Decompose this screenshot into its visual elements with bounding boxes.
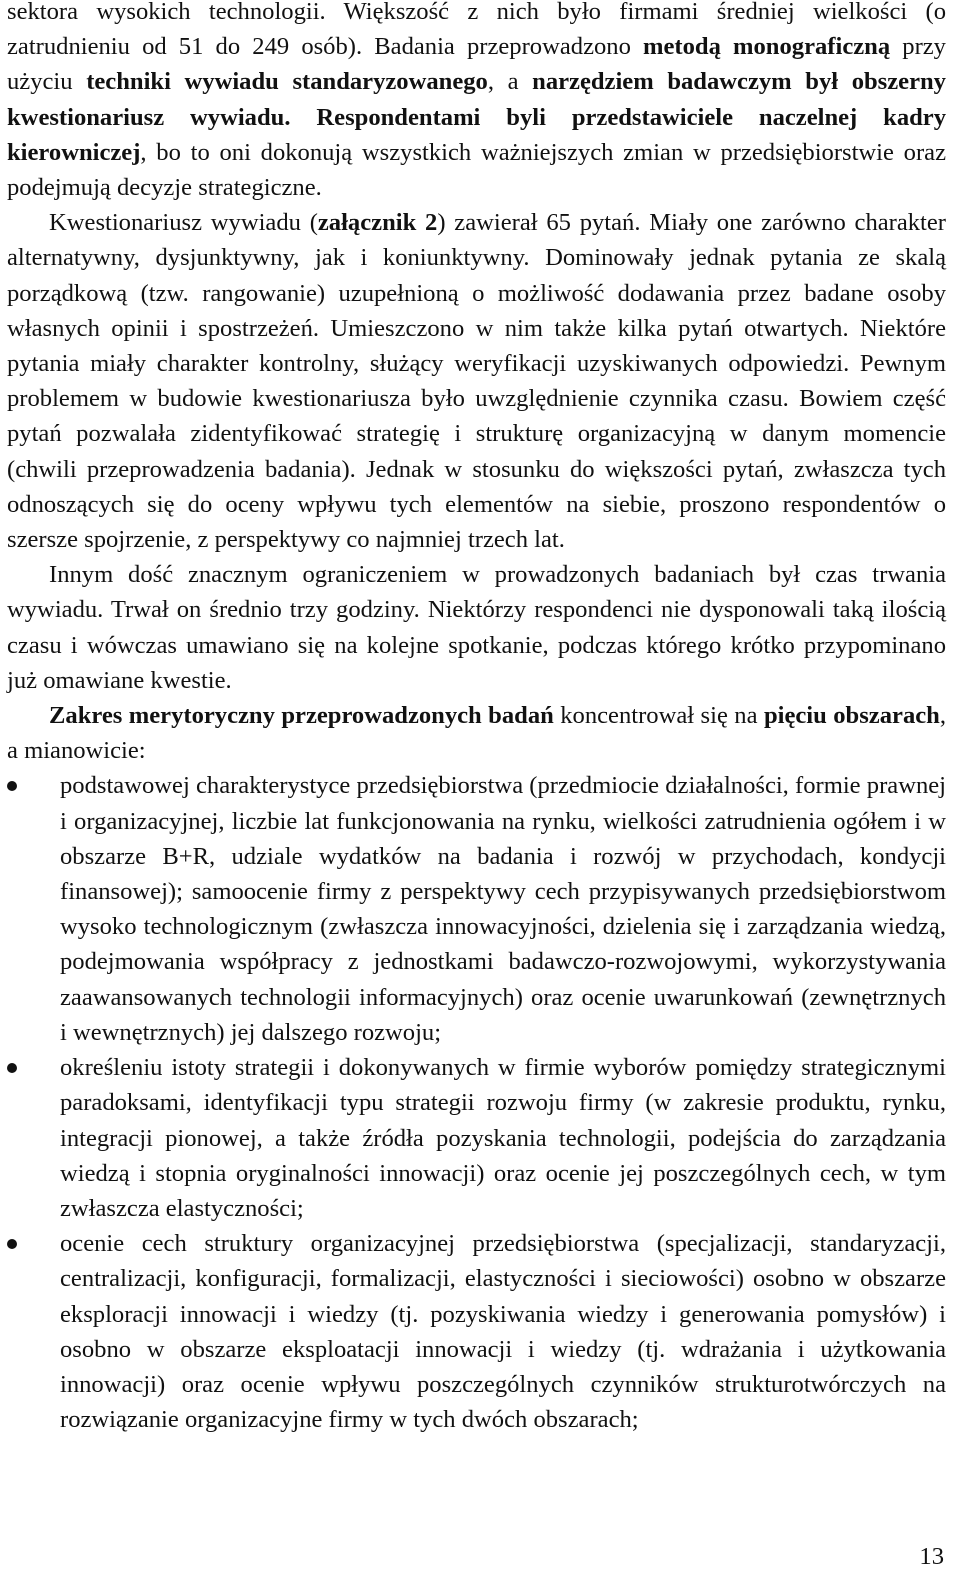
bold-run: narzędziem badawczym był obszerny kwestionariusz wywiadu.: [7, 68, 946, 131]
text-run: , bo to oni dokonują wszystkich ważniejszych zmian w przedsiębiorstwie oraz podejmują decyzje strategiczne.: [7, 138, 946, 202]
text-run: , a mianowicie:: [7, 702, 946, 765]
list-item: [7, 1226, 946, 1437]
text-run: sektora wysokich technologii. Większość z nich było firmami średniej wielkości (o zatrudnieniu od 51 do 249 osób). Badania przeprowadzono: [7, 0, 946, 61]
list-item-text: ocenie cech struktury organizacyjnej przedsiębiorstwa (specjalizacji, standaryzacji, centralizacji, konfiguracji, formalizacji, elastyczności i sieciowości) osobno w obszarze eksploracji innowacji i wiedzy (tj. pozyskiwania wiedzy i generowania pomysłów) i osobno w obszarze eksploatacji innowacji i wiedzy (tj. wdrażania i użytkowania innowacji) oraz ocenie wpływu poszczególnych czynników strukturotwórczych na rozwiązanie organizacyjne firmy w tych dwóch obszarach;: [60, 1230, 946, 1434]
text-run: przy użyciu: [7, 33, 946, 96]
document-page: [7, 0, 946, 1437]
text-run: koncentrował się na: [553, 702, 764, 730]
list-item-text: określeniu istoty strategii i dokonywanych w firmie wyborów pomiędzy strategicznymi paradoksami, identyfikacji typu strategii rozwoju firmy (w zakresie produktu, rynku, integracji pionowej, a także źródła pozyskania technologii, podejścia do zarządzania wiedzą i stopnia oryginalności innowacji) oraz ocenie jej poszczególnych cech, w tym zwłaszcza elastyczności;: [60, 1054, 946, 1222]
paragraph-questionnaire: [7, 205, 946, 557]
bullet-icon: [7, 781, 17, 791]
paragraph-scope: [7, 698, 946, 768]
paragraph-research-method: [7, 0, 946, 205]
bold-run: pięciu obszarach: [763, 702, 940, 730]
text-run: ) zawierał 65 pytań. Miały one zarówno charakter alternatywny, dysjunktywny, jak i koniunktywny. Dominowały jednak pytania ze skalą porządkową (tzw. rangowanie) uzupełnioną o możliwość dodawania przez badane osoby własnych opinii i spostrzeżeń. Umieszczono w nim także kilka pytań otwartych. Niektóre pytania miały charakter kontrolny, służący weryfikacji uzyskiwanych odpowiedzi. Pewnym problemem w budowie kwestionariusza było uwzględnienie czynnika czasu. Bowiem część pytań pozwalała zidentyfikować strategię i strukturę organizacyjną w danym momencie (chwili przeprowadzenia badania). Jednak w stosunku do większości pytań, zwłaszcza tych odnoszących się do oceny wpływu tych elementów na siebie, proszono respondentów o szersze spojrzenie, z perspektywy co najmniej trzech lat.: [7, 209, 946, 554]
text-run: , a: [487, 68, 533, 96]
bullet-icon: [7, 1239, 17, 1249]
bold-run: załącznik 2: [317, 209, 438, 237]
list-item-text: podstawowej charakterystyce przedsiębiorstwa (przedmiocie działalności, formie prawnej i organizacyjnej, liczbie lat funkcjonowania na rynku, wielkości zatrudnienia ogółem i w obszarze B+R, udziale wydatków na badania i rozwój w przychodach, kondycji finansowej); samoocenie firmy z perspektywy cech przypisywanych przedsiębiorstwom wysoko technologicznym (zwłaszcza innowacyjności, dzielenia się i zarządzania wiedzą, podejmowania współpracy z jednostkami badawczo-rozwojowymi, wykorzystywania zaawansowanych technologii informacyjnych) oraz ocenie uwarunkowań (zewnętrznych i wewnętrznych) jej dalszego rozwoju;: [60, 772, 946, 1046]
text-run: Innym dość znacznym ograniczeniem w prowadzonych badaniach był czas trwania wywiadu. Trwał on średnio trzy godziny. Niektórzy respondenci nie dysponowali taką ilością czasu i wówczas umawiano się na kolejne spotkanie, podczas którego krótko przypominano już omawiane kwestie.: [7, 561, 946, 694]
bold-run: Respondentami byli przedstawiciele naczelnej kadry kierowniczej: [7, 103, 947, 166]
list-item: [7, 768, 946, 1050]
bold-run: techniki wywiadu standaryzowanego: [86, 68, 488, 96]
bold-run: metodą monograficzną: [643, 33, 891, 61]
page-number: 13: [919, 1543, 944, 1570]
list-item: [7, 1050, 946, 1226]
bold-run: Zakres merytoryczny przeprowadzonych badań: [49, 702, 554, 730]
paragraph-interview-time: [7, 557, 946, 698]
text-run: Kwestionariusz wywiadu (: [49, 209, 318, 237]
bullet-icon: [7, 1063, 17, 1073]
scope-bullet-list: [7, 768, 946, 1437]
text-run: [291, 104, 317, 131]
